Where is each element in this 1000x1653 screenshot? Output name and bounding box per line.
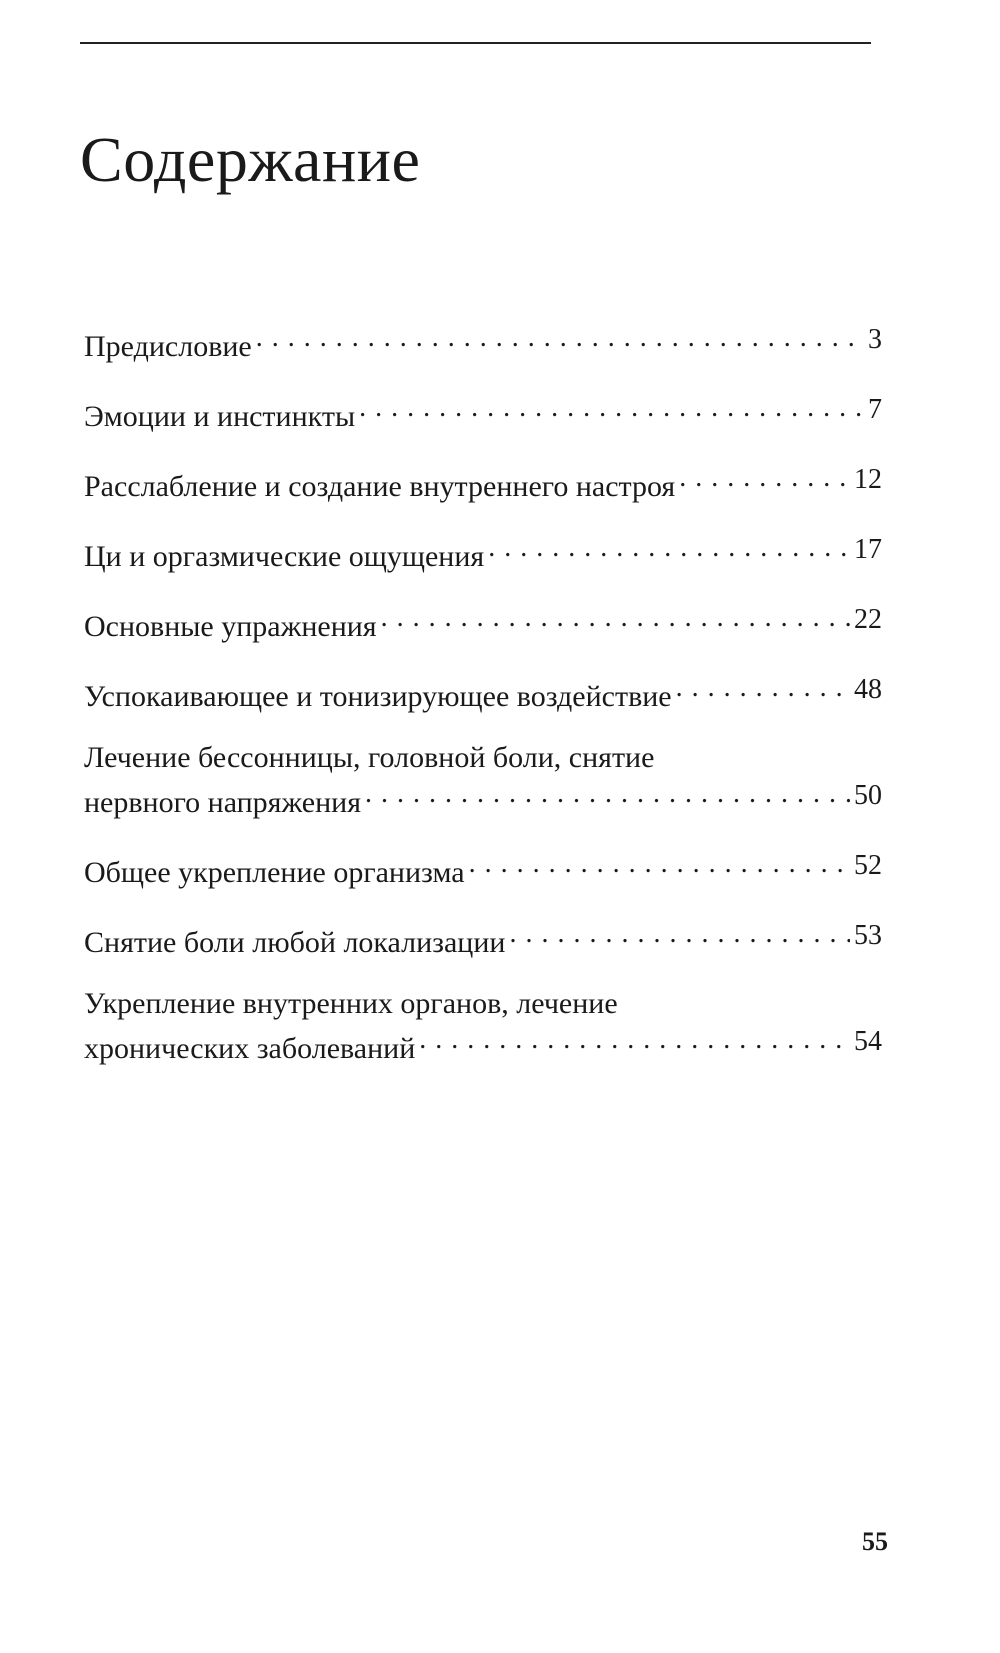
toc-dot-leader [509, 916, 850, 952]
toc-dot-leader [679, 460, 850, 496]
toc-entry[interactable] [84, 530, 882, 576]
toc-entry-title: Расслабление и создание внутреннего настроя [84, 470, 676, 503]
toc-entry-page: 53 [854, 920, 882, 951]
toc-dot-leader [381, 600, 850, 636]
toc-entry-title: Основные упражнения [84, 610, 377, 643]
toc-line [84, 1022, 882, 1068]
toc-entry-title: Предисловие [84, 330, 252, 363]
toc-entry-page: 3 [868, 324, 882, 355]
top-rule [80, 42, 871, 44]
toc-entry-page: 50 [854, 780, 882, 811]
toc-entry-title: хронических заболеваний [84, 1032, 416, 1065]
toc-entry-page: 7 [868, 394, 882, 425]
toc-entry-title: Общее укрепление организма [84, 856, 465, 889]
toc-dot-leader [359, 390, 864, 426]
toc-entry-title: нервного напряжения [84, 786, 362, 819]
toc-entry-title-first-line: Укрепление внутренних органов, лечение [84, 987, 618, 1020]
table-of-contents [84, 320, 882, 1092]
toc-line [84, 320, 882, 366]
toc-dot-leader [488, 530, 850, 566]
toc-entry[interactable] [84, 460, 882, 506]
toc-line [84, 776, 882, 822]
toc-line [84, 390, 882, 436]
toc-entry[interactable] [84, 670, 882, 716]
toc-entry-title: Эмоции и инстинкты [84, 400, 356, 433]
toc-line [84, 530, 882, 576]
toc-entry-page: 54 [854, 1026, 882, 1057]
toc-entry-page: 22 [854, 604, 882, 635]
toc-entry[interactable] [84, 600, 882, 646]
toc-line [84, 916, 882, 962]
toc-entry-page: 52 [854, 850, 882, 881]
toc-dot-leader [419, 1022, 850, 1058]
toc-entry[interactable] [84, 390, 882, 436]
toc-entry[interactable] [84, 986, 882, 1068]
toc-entry[interactable] [84, 846, 882, 892]
toc-entry-title: Снятие боли любой локализации [84, 926, 506, 959]
toc-entry-title: Успокаивающее и тонизирующее воздействие [84, 680, 672, 713]
toc-entry[interactable] [84, 916, 882, 962]
toc-entry[interactable] [84, 740, 882, 822]
toc-line [84, 846, 882, 892]
page-number: 55 [862, 1527, 888, 1556]
toc-dot-leader [256, 320, 864, 356]
toc-entry-title: Ци и оргазмические ощущения [84, 540, 485, 573]
toc-line [84, 600, 882, 646]
toc-line [84, 460, 882, 506]
toc-dot-leader [676, 670, 850, 706]
toc-entry-page: 48 [854, 674, 882, 705]
page-title: Содержание [80, 124, 421, 195]
toc-entry-page: 17 [854, 534, 882, 565]
toc-line [84, 670, 882, 716]
toc-entry-title-first-line: Лечение бессонницы, головной боли, снятие [84, 741, 655, 774]
toc-entry[interactable] [84, 320, 882, 366]
toc-entry-page: 12 [854, 464, 882, 495]
toc-dot-leader [365, 776, 850, 812]
toc-dot-leader [469, 846, 850, 882]
